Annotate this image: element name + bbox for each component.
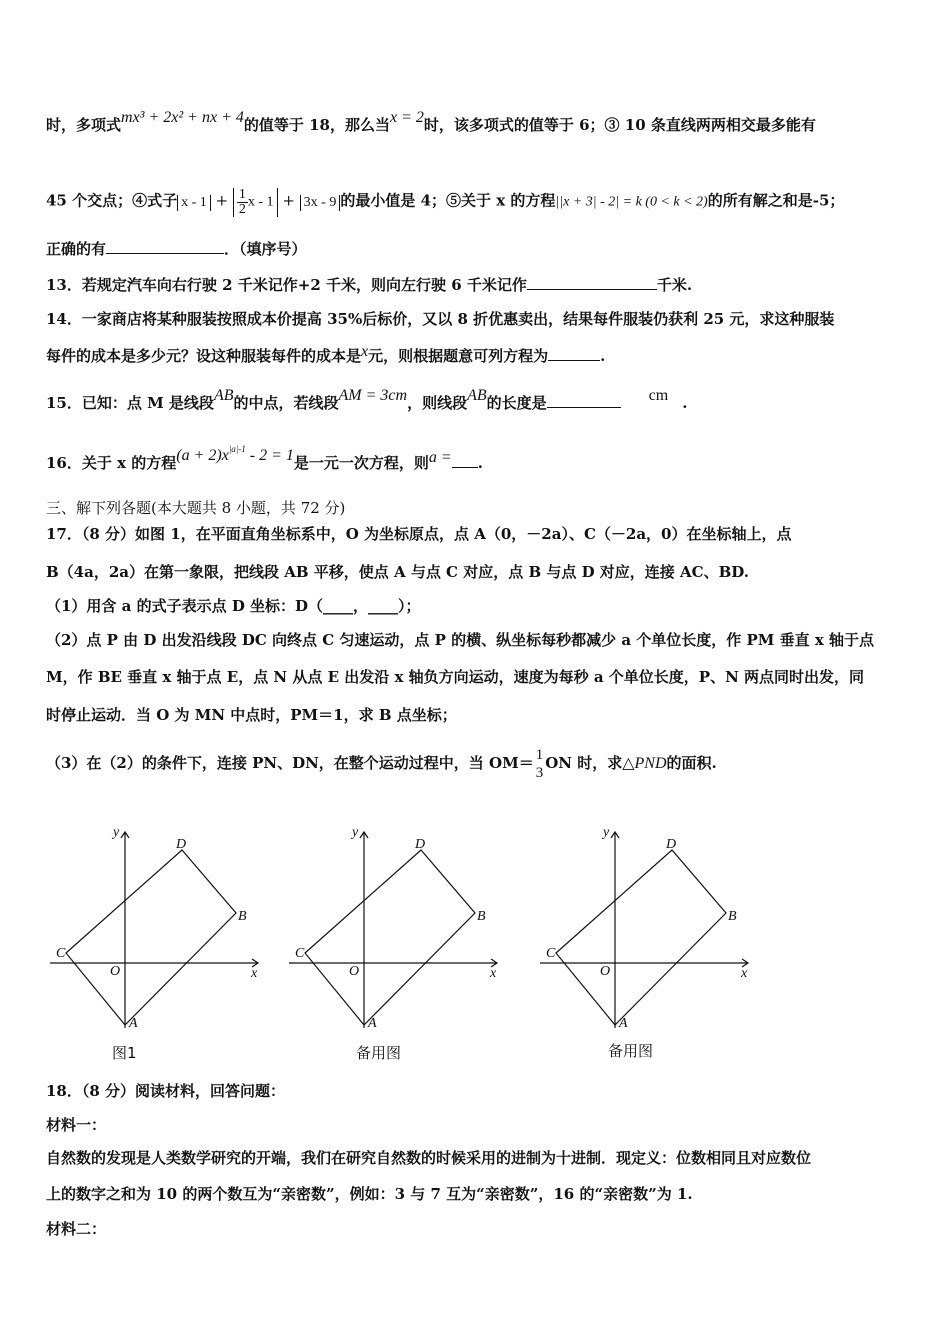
- quadrilateral: [556, 850, 726, 1025]
- label-D: D: [666, 837, 677, 852]
- abs-term-2: $\frac{1}{2}$ x - 1: [233, 188, 278, 217]
- q17-line1: 17．（8 分）如图 1，在平面直角坐标系中，O 为坐标原点，点 A（0，－2a）、C（－2a，0）在坐标轴上，点: [46, 525, 792, 543]
- figure-1: [46, 820, 266, 1070]
- answer-blank: [106, 241, 224, 254]
- label-O: O: [600, 964, 611, 979]
- q17-sub2-line2: M，作 BE 垂直 x 轴于点 E，点 N 从点 E 出发沿 x 轴负方向运动，速度为每秒 a 个单位长度，P、N 两点同时出发，同: [46, 668, 865, 686]
- abs-term-1: x - 1: [177, 195, 211, 211]
- equation-5: ||x + 3| - 2| = k (0 < k < 2): [555, 194, 708, 210]
- answer-blank: [547, 395, 621, 408]
- q14-line2: 每件的成本是多少元？设这种服装每件的成本是x元，则根据题意可列方程为 .: [46, 343, 606, 365]
- section-heading: 三、解下列各题(本大题共 8 小题，共 72 分): [46, 499, 346, 517]
- label-A: A: [129, 1016, 138, 1031]
- polynomial: mx³ + 2x² + nx + 4: [121, 109, 244, 126]
- q17-sub2-line3: 时停止运动．当 O 为 MN 中点时，PM＝1，求 B 点坐标；: [46, 706, 457, 724]
- quadrilateral: [66, 850, 236, 1025]
- label-y: y: [603, 825, 610, 840]
- q18-para-1: 自然数的发现是人类数学研究的开端，我们在研究自然数的时候采用的进制为十进制．现定义：位数相同且对应数位: [46, 1149, 812, 1167]
- q17-sub2-line1: （2）点 P 由 D 出发沿线段 DC 向终点 C 匀速运动，点 P 的横、纵坐标每秒都减少 a 个单位长度，作 PM 垂直 x 轴于点: [46, 631, 874, 649]
- figure-3: [536, 820, 756, 1070]
- figure-2-caption: 备用图: [356, 1044, 402, 1062]
- label-B: B: [477, 909, 486, 924]
- figure-3-caption: 备用图: [608, 1042, 654, 1060]
- figure-1-caption: 图1: [112, 1044, 137, 1062]
- q17-line2: B（4a，2a）在第一象限，把线段 AB 平移，使点 A 与点 C 对应，点 B 与点 D 对应，连接 AC、BD.: [46, 563, 749, 581]
- q14-line1: 14．一家商店将某种服装按照成本价提高 35%后标价，又以 8 折优惠卖出，结果每件服装仍获利 25 元，求这种服装: [46, 310, 835, 328]
- q12-line3: 正确的有 ．（填序号）: [46, 240, 307, 258]
- q18-material-1: 材料一：: [46, 1116, 107, 1134]
- answer-blank: [548, 348, 600, 361]
- label-D: D: [415, 837, 426, 852]
- answer-blank: [452, 455, 478, 468]
- label-A: A: [619, 1016, 628, 1031]
- label-C: C: [295, 946, 305, 961]
- q18-para-2: 上的数字之和为 10 的两个数互为“亲密数”，例如：3 与 7 互为“亲密数”，16 的“亲密数”为 1.: [46, 1185, 693, 1203]
- label-O: O: [349, 964, 360, 979]
- label-D: D: [176, 837, 187, 852]
- label-B: B: [238, 909, 247, 924]
- q12-line2: 45 个交点；④式子 x - 1 + $\frac{1}{2}$ x - 1 + 3x - 9 的最小值是 4；⑤关于 x 的方程||x + 3| - 2| = k (0 < k < 2)的所有解之和是-5；: [46, 187, 845, 217]
- quadrilateral: [305, 850, 475, 1025]
- q17-sub1: （1）用含 a 的式子表示点 D 坐标：D（____，____）；: [46, 597, 421, 615]
- figure-2: [285, 820, 505, 1070]
- label-C: C: [56, 946, 66, 961]
- q12-line1: 时，多项式mx³ + 2x² + nx + 4的值等于 18，那么当x = 2时，该多项式的值等于 6；③ 10 条直线两两相交最多能有: [46, 109, 816, 134]
- label-y: y: [352, 825, 359, 840]
- q18-material-2: 材料二：: [46, 1220, 107, 1238]
- abs-term-3: 3x - 9: [300, 195, 341, 211]
- label-A: A: [368, 1016, 377, 1031]
- label-y: y: [113, 825, 120, 840]
- label-O: O: [110, 964, 121, 979]
- q16: 16．关于 x 的方程$(a + 2)x^{|a|-1} - 2 = 1$是一元一次方程，则a = .: [46, 444, 483, 472]
- q13: 13．若规定汽车向右行驶 2 千米记作+2 千米，则向左行驶 6 千米记作 千米.: [46, 276, 693, 294]
- q18-title: 18．（8 分）阅读材料，回答问题：: [46, 1082, 286, 1100]
- label-C: C: [546, 946, 556, 961]
- label-x: x: [251, 966, 258, 981]
- x-equals-2: x = 2: [389, 109, 424, 126]
- q15: 15．已知：点 M 是线段AB的中点，若线段AM = 3cm，则线段AB的长度是 cm .: [46, 387, 688, 412]
- answer-blank: [527, 277, 657, 290]
- q17-sub3: （3）在（2）的条件下，连接 PN、DN，在整个运动过程中，当 OM＝ 1 3 ON 时，求△PND的面积.: [46, 747, 717, 781]
- label-x: x: [741, 966, 748, 981]
- label-x: x: [490, 966, 497, 981]
- label-B: B: [728, 909, 737, 924]
